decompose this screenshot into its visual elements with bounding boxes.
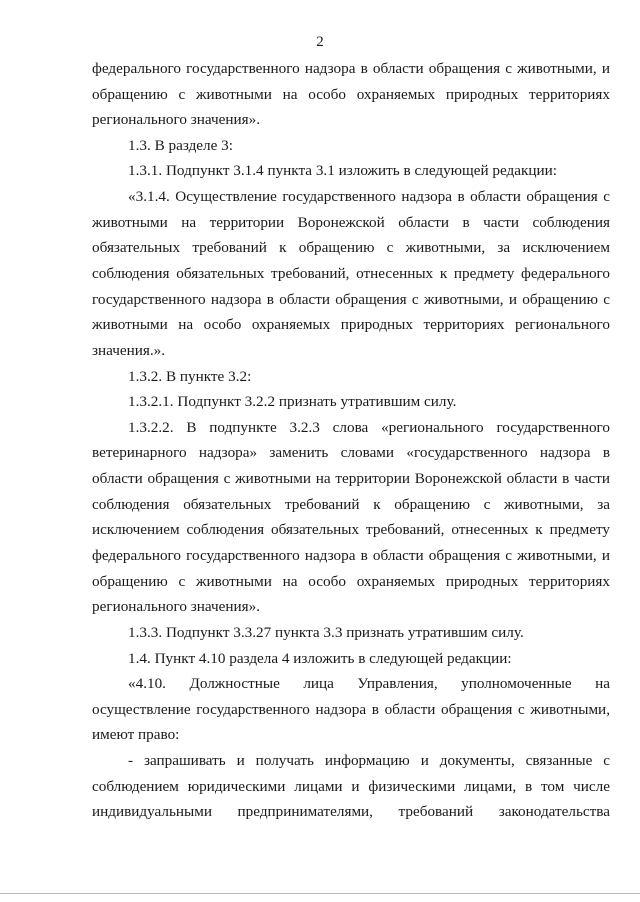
text-line: федерального государственного надзора в области обращения с животными, и	[92, 60, 610, 77]
text-line: - запрашивать и получать информацию и документы, связанные с	[128, 752, 610, 769]
text-line: имеют право:	[92, 726, 180, 743]
text-line: 1.3.2. В пункте 3.2:	[128, 368, 252, 385]
text-line: 1.4. Пункт 4.10 раздела 4 изложить в следующей редакции:	[128, 650, 512, 667]
page-bottom-edge-line	[0, 893, 640, 894]
text-line: обращению с животными на особо охраняемых природных территориях	[92, 86, 610, 103]
text-line: 1.3.1. Подпункт 3.1.4 пункта 3.1 изложить в следующей редакции:	[128, 162, 557, 179]
text-line: животными на особо охраняемых природных территориях регионального	[92, 316, 610, 333]
page-number: 2	[316, 34, 324, 50]
text-line: федерального государственного надзора в области обращения с животными, и	[92, 547, 610, 564]
text-line: «3.1.4. Осуществление государственного надзора в области обращения с	[128, 188, 610, 205]
text-line: ветеринарного надзора» заменить словами «государственного надзора в	[92, 444, 610, 461]
text-line: значения.».	[92, 342, 166, 359]
text-line: «4.10. Должностные лица Управления, уполномоченные на	[128, 675, 610, 692]
text-line: 1.3.3. Подпункт 3.3.27 пункта 3.3 признать утратившим силу.	[128, 624, 524, 641]
text-line: соблюдением юридическими лицами и физическими лицами, в том числе	[92, 778, 610, 795]
text-line: индивидуальными предпринимателями, требований законодательства	[92, 803, 610, 820]
text-line: животными на территории Воронежской области в части соблюдения	[92, 214, 610, 231]
text-line: регионального значения».	[92, 598, 261, 615]
text-line: области обращения с животными на территории Воронежской области в части	[92, 470, 610, 487]
text-line: 1.3.2.2. В подпункте 3.2.3 слова «регионального государственного	[128, 419, 610, 436]
text-line: 1.3. В разделе 3:	[128, 137, 233, 154]
text-line: исключением соблюдения обязательных требований, отнесенных к предмету	[92, 521, 610, 538]
text-line: регионального значения».	[92, 111, 261, 128]
text-line: обязательных требований к обращению с животными, за исключением	[92, 239, 610, 256]
text-line: соблюдения обязательных требований к обращению с животными, за	[92, 496, 610, 513]
text-line: 1.3.2.1. Подпункт 3.2.2 признать утратившим силу.	[128, 393, 457, 410]
text-line: осуществление государственного надзора в области обращения с животными,	[92, 701, 610, 718]
text-line: обращению с животными на особо охраняемых природных территориях	[92, 573, 610, 590]
text-line: соблюдения обязательных требований, отнесенных к предмету федерального	[92, 265, 610, 282]
text-line: государственного надзора в области обращения с животными, и обращению с	[92, 291, 610, 308]
